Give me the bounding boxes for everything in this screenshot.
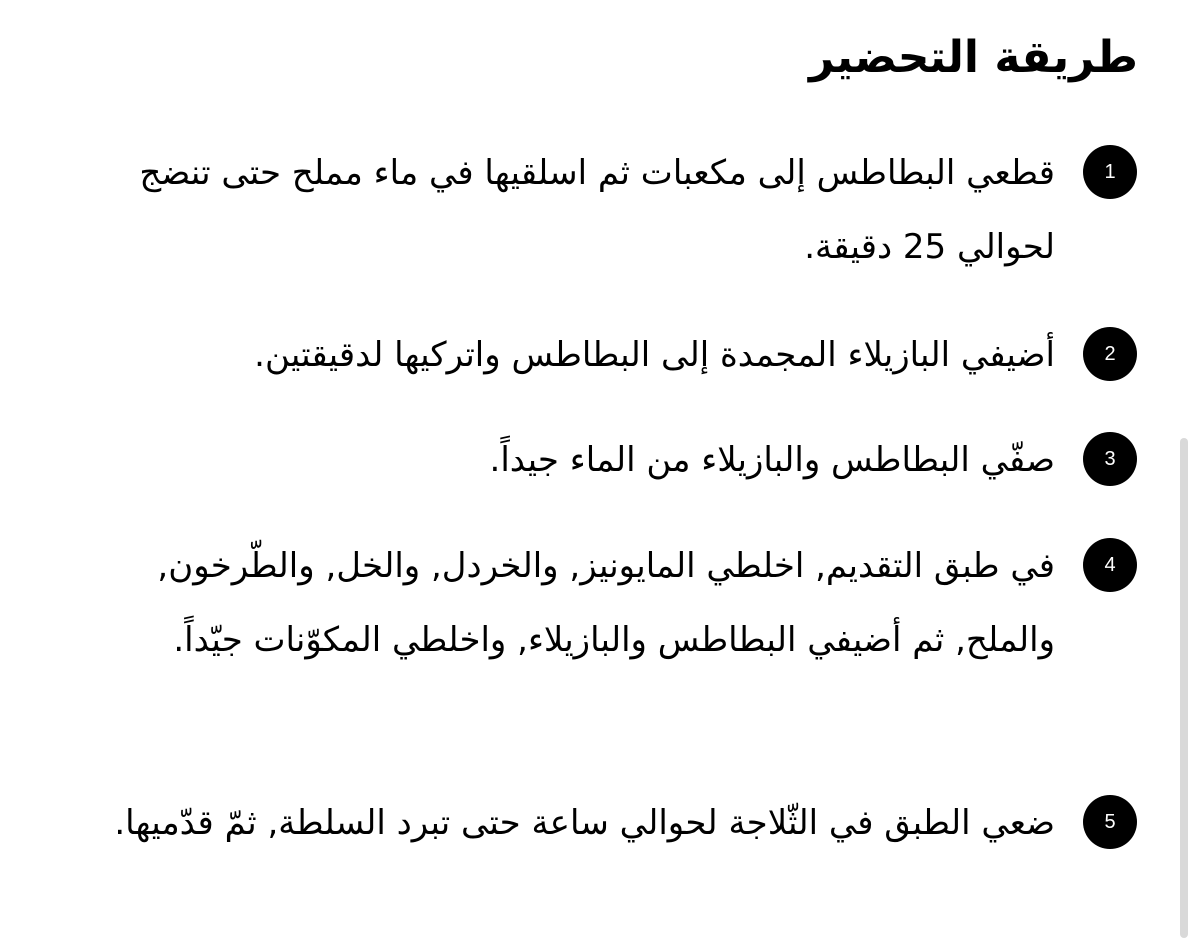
step-text: في طبق التقديم, اخلطي المايونيز, والخردل, والخل, والطّرخون, والملح, ثم أضيفي البطاطس والبازيلاء, واخلطي المكوّنات جيّداً.	[157, 546, 1055, 660]
step-text: قطعي البطاطس إلى مكعبات ثم اسلقيها في ماء مملح حتى تنضج لحوالي 25 دقيقة.	[139, 153, 1055, 267]
step-number-badge: 4	[1083, 538, 1137, 592]
step-text: ضعي الطبق في الثّلاجة لحوالي ساعة حتى تبرد السلطة, ثمّ قدّميها.	[114, 803, 1055, 843]
step-number-badge: 1	[1083, 145, 1137, 199]
step-text: أضيفي البازيلاء المجمدة إلى البطاطس واتركيها لدقيقتين.	[254, 335, 1055, 375]
step-text: صفّي البطاطس والبازيلاء من الماء جيداً.	[489, 440, 1055, 480]
step-number-badge: 5	[1083, 795, 1137, 849]
section-heading: طريقة التحضير	[809, 32, 1138, 83]
scrollbar[interactable]	[1180, 438, 1188, 938]
step-number-badge: 3	[1083, 432, 1137, 486]
step-number-badge: 2	[1083, 327, 1137, 381]
